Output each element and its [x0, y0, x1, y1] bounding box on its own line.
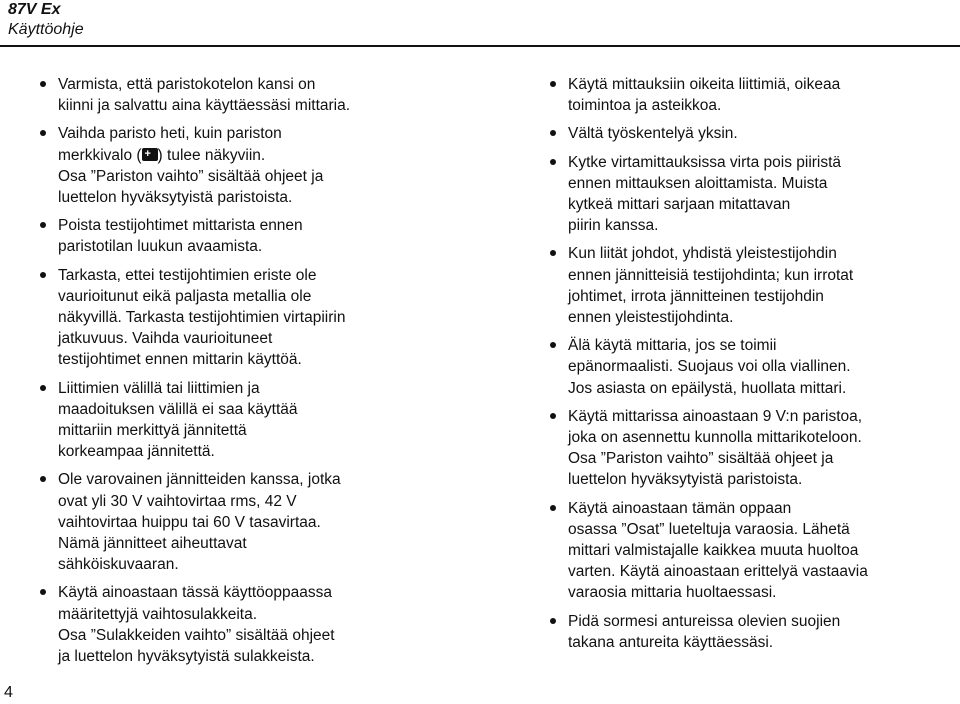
bullet-text-line: toimintoa ja asteikkoa.: [568, 97, 722, 115]
bullet-text-line: varaosia mittaria huoltaessasi.: [568, 584, 777, 602]
bullet-text-line: takana antureita käyttäessäsi.: [568, 633, 774, 651]
bullet-text-line: ja luettelon hyväksytyistä sulakkeista.: [58, 648, 315, 666]
bullet-icon: [550, 413, 556, 419]
bullet-text-line: Pidä sormesi antureissa olevien suojien: [568, 612, 841, 630]
right-column: [550, 74, 930, 660]
bullet-icon: [550, 505, 556, 511]
bullet-text-line: piirin kanssa.: [568, 217, 659, 235]
bullet-text-line: osassa ”Osat” lueteltuja varaosia. Lähetä: [568, 520, 850, 538]
bullet-text-line: testijohtimet ennen mittarin käyttöä.: [58, 351, 302, 369]
bullet-item: [40, 469, 392, 575]
bullet-text-line: varten. Käytä ainoastaan erittelyä vastaavia: [568, 563, 868, 581]
bullet-item: [550, 406, 930, 491]
bullet-text-line: Vaihda paristo heti, kuin pariston: [58, 125, 282, 143]
bullet-text-line: Osa ”Pariston vaihto” sisältää ohjeet ja: [58, 167, 324, 185]
battery-icon: [142, 148, 158, 161]
bullet-icon: [40, 385, 46, 391]
document-subtitle: Käyttöohje: [8, 21, 84, 38]
bullet-text-line: ennen yleistestijohdinta.: [568, 309, 734, 327]
bullet-text-line: Käytä mittarissa ainoastaan 9 V:n paristoa,: [568, 407, 863, 425]
bullet-text-line: Kun liität johdot, yhdistä yleistestijohdin: [568, 245, 837, 263]
bullet-text-line: jatkuvuus. Vaihda vaurioituneet: [58, 330, 273, 348]
bullet-icon: [550, 159, 556, 165]
bullet-text-line: Älä käytä mittaria, jos se toimii: [568, 337, 777, 355]
bullet-text-line: Vältä työskentelyä yksin.: [568, 125, 738, 143]
bullet-icon: [40, 476, 46, 482]
bullet-text-line: Käytä mittauksiin oikeita liittimiä, oikeaa: [568, 76, 841, 93]
bullet-text-line: korkeampaa jännitettä.: [58, 443, 215, 461]
bullet-text-line: Kytke virtamittauksissa virta pois piiristä: [568, 153, 842, 171]
bullet-item: [40, 123, 392, 208]
bullet-text-line: mittari valmistajalle kaikkea muuta huoltoa: [568, 542, 859, 560]
bullet-text-line: määritettyjä vaihtosulakkeita.: [58, 605, 258, 623]
bullet-icon: [40, 589, 46, 595]
bullet-item: [550, 498, 930, 604]
bullet-icon: [40, 222, 46, 228]
bullet-item: [40, 215, 392, 257]
bullet-icon: [40, 272, 46, 278]
page-header: [8, 0, 84, 40]
bullet-text-line: maadoituksen välillä ei saa käyttää: [58, 400, 298, 418]
bullet-text-line: paristotilan luukun avaamista.: [58, 238, 263, 256]
bullet-text-line: vaihtovirtaa huippu tai 60 V tasavirtaa.: [58, 513, 321, 531]
bullet-icon: [40, 81, 46, 87]
bullet-item: [550, 152, 930, 237]
bullet-item: [550, 243, 930, 328]
bullet-text-line: Nämä jännitteet aiheuttavat: [58, 535, 247, 553]
bullet-text-line: Käytä ainoastaan tämän oppaan: [568, 499, 792, 517]
bullet-icon: [550, 250, 556, 256]
bullet-icon: [550, 130, 556, 136]
bullet-item: [40, 378, 392, 463]
bullet-text-line: ennen jännitteisiä testijohdinta; kun irrotat: [568, 266, 854, 284]
bullet-text-line: Osa ”Sulakkeiden vaihto” sisältää ohjeet: [58, 626, 335, 644]
bullet-text-line: näkyvillä. Tarkasta testijohtimien virtapiirin: [58, 309, 346, 327]
bullet-text-line: mittariin merkittyä jännitettä: [58, 422, 247, 440]
bullet-text-line: Varmista, että paristokotelon kansi on: [58, 76, 316, 93]
bullet-text-line: Ole varovainen jännitteiden kanssa, jotka: [58, 471, 341, 489]
bullet-text-line: Käytä ainoastaan tässä käyttöoppaassa: [58, 584, 333, 602]
bullet-icon: [550, 618, 556, 624]
bullet-text-line: Poista testijohtimet mittarista ennen: [58, 217, 303, 235]
bullet-text-line: Tarkasta, ettei testijohtimien eriste ole: [58, 266, 317, 284]
bullet-icon: [40, 130, 46, 136]
bullet-text-line: sähköiskuvaaran.: [58, 556, 179, 574]
bullet-text-line: joka on asennettu kunnolla mittarikoteloon.: [568, 429, 862, 447]
bullet-text-line: johtimet, irrota jännitteinen testijohdin: [568, 287, 824, 305]
bullet-text-line: luettelon hyväksytyistä paristoista.: [58, 189, 293, 207]
bullet-text-line: Osa ”Pariston vaihto” sisältää ohjeet ja: [568, 450, 834, 468]
bullet-text-line: Jos asiasta on epäilystä, huollata mittari.: [568, 379, 847, 397]
bullet-item: [40, 265, 392, 371]
bullet-item: [550, 335, 930, 399]
bullet-text-line: ovat yli 30 V vaihtovirtaa rms, 42 V: [58, 492, 297, 510]
bullet-icon: [550, 81, 556, 87]
bullet-item: [40, 74, 392, 116]
bullet-text-line: luettelon hyväksytyistä paristoista.: [568, 471, 803, 489]
bullet-text-line: Liittimien välillä tai liittimien ja: [58, 379, 260, 397]
bullet-item: [550, 123, 930, 144]
bullet-item: [550, 611, 930, 653]
bullet-item: [550, 74, 930, 116]
bullet-item: [40, 582, 392, 667]
bullet-text-line: ennen mittauksen aloittamista. Muista: [568, 174, 828, 192]
bullet-text-line: vaurioitunut eikä paljasta metallia ole: [58, 287, 312, 305]
bullet-text-line: kiinni ja salvattu aina käyttäessäsi mittaria.: [58, 97, 351, 115]
page-number: 4: [4, 684, 13, 701]
bullet-text-line: kytkeä mittari sarjaan mitattavan: [568, 196, 791, 214]
header-divider: [0, 45, 960, 47]
model-name: 87V Ex: [8, 1, 61, 18]
bullet-text-line: epänormaalisti. Suojaus voi olla viallinen.: [568, 358, 851, 376]
bullet-icon: [550, 342, 556, 348]
left-column: [40, 74, 392, 674]
bullet-text-line: merkkivalo (+ ) tulee näkyviin.: [58, 145, 392, 166]
